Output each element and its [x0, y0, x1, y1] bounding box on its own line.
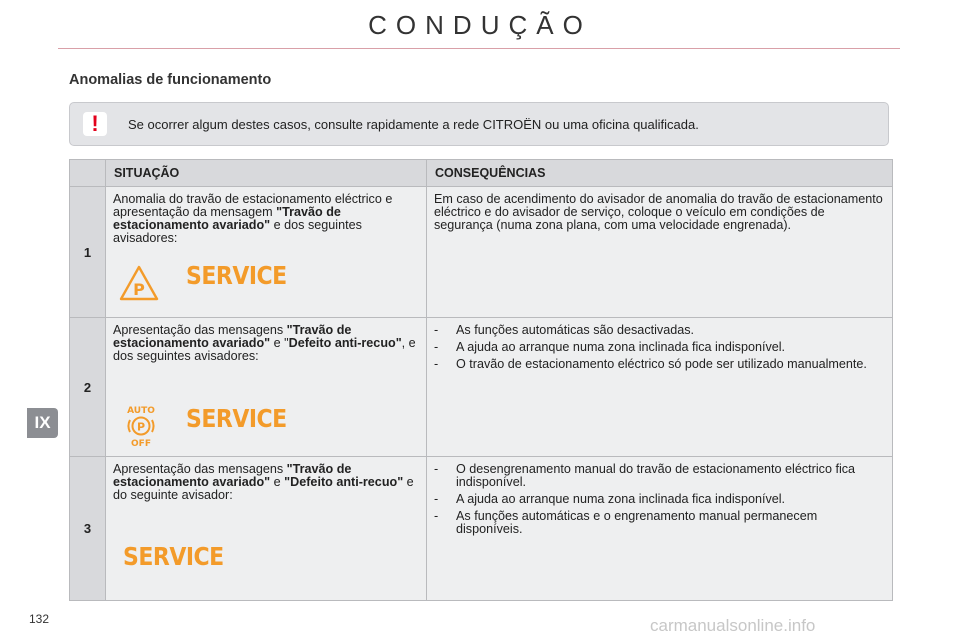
page-title: CONDUÇÃO: [368, 10, 592, 40]
service-warning-icon: SERVICE: [186, 405, 287, 434]
situation-cell: [106, 457, 427, 601]
watermark-text: carmanualsonline.info: [650, 616, 816, 635]
auto-off-parking-icon: [123, 404, 159, 448]
row-number: 3: [70, 457, 106, 601]
chapter-tab: IX: [27, 408, 58, 438]
situation-message: "Defeito anti-recuo": [284, 475, 404, 489]
list-item: - O travão de estacionamento eléctrico só pode ser utilizado manualmente.: [434, 358, 885, 371]
row-number: 2: [70, 318, 106, 457]
title-divider: [58, 48, 900, 49]
header-consequences: CONSEQUÊNCIAS: [427, 160, 893, 187]
list-item: - As funções automáticas são desactivadas.: [434, 324, 885, 337]
situation-text: e ": [270, 336, 289, 350]
row-number: 1: [70, 187, 106, 318]
situation-message: "Travão de estacionamento avariado": [113, 323, 352, 350]
header-situation: SITUAÇÃO: [106, 160, 427, 187]
situation-text: , e dos seguintes avisadores:: [113, 336, 416, 363]
situation-message: Defeito anti-recuo": [288, 336, 402, 350]
situation-text: e dos seguintes avisadores:: [113, 218, 362, 245]
parking-brake-fault-icon: [119, 265, 159, 301]
situation-message: "Travão de estacionamento avariado": [113, 205, 341, 232]
anomalies-table: [69, 159, 893, 601]
list-item: - A ajuda ao arranque numa zona inclinada fica indisponível.: [434, 341, 885, 354]
consequence-cell: [427, 318, 893, 457]
consequence-list: [434, 463, 885, 536]
situation-cell: [106, 187, 427, 318]
table-row: [70, 187, 893, 318]
situation-text: e do seguinte avisador:: [113, 475, 414, 502]
auto-label: AUTO: [127, 406, 155, 416]
situation-cell: [106, 318, 427, 457]
consequence-cell: Em caso de acendimento do avisador de anomalia do travão de estacionamento eléctrico e do avisador de serviço, coloque o veículo em condições de segurança (numa zona plana, com uma velocidade engrenada).: [427, 187, 893, 318]
parking-p-label: P: [133, 280, 145, 299]
service-warning-icon: SERVICE: [186, 262, 287, 291]
off-label: OFF: [131, 439, 151, 448]
situation-text: e: [270, 475, 285, 489]
section-heading: Anomalias de funcionamento: [69, 72, 272, 88]
page-number: 132: [29, 612, 50, 626]
list-item: - O desengrenamento manual do travão de estacionamento eléctrico fica indisponível.: [434, 463, 885, 489]
table-header-row: [70, 160, 893, 187]
list-item: - As funções automáticas e o engrenamento manual permanecem disponíveis.: [434, 510, 885, 536]
exclamation-warning-icon: !: [83, 112, 107, 136]
list-item: - A ajuda ao arranque numa zona inclinada fica indisponível.: [434, 493, 885, 506]
table-row: [70, 457, 893, 601]
header-number-cell: [70, 160, 106, 187]
table-row: [70, 318, 893, 457]
consequence-cell: [427, 457, 893, 601]
situation-text: Apresentação das mensagens: [113, 323, 287, 337]
situation-text: Anomalia do travão de estacionamento eléctrico e apresentação da mensagem: [113, 192, 393, 219]
service-warning-icon: SERVICE: [123, 543, 224, 572]
consequence-list: [434, 324, 885, 371]
situation-message: "Travão de estacionamento avariado": [113, 462, 352, 489]
warning-text: Se ocorrer algum destes casos, consulte rapidamente a rede CITROËN ou uma oficina qualificada.: [128, 117, 699, 132]
situation-text: Apresentação das mensagens: [113, 462, 287, 476]
warning-notice: [69, 102, 889, 146]
parking-p-label: P: [136, 420, 146, 434]
